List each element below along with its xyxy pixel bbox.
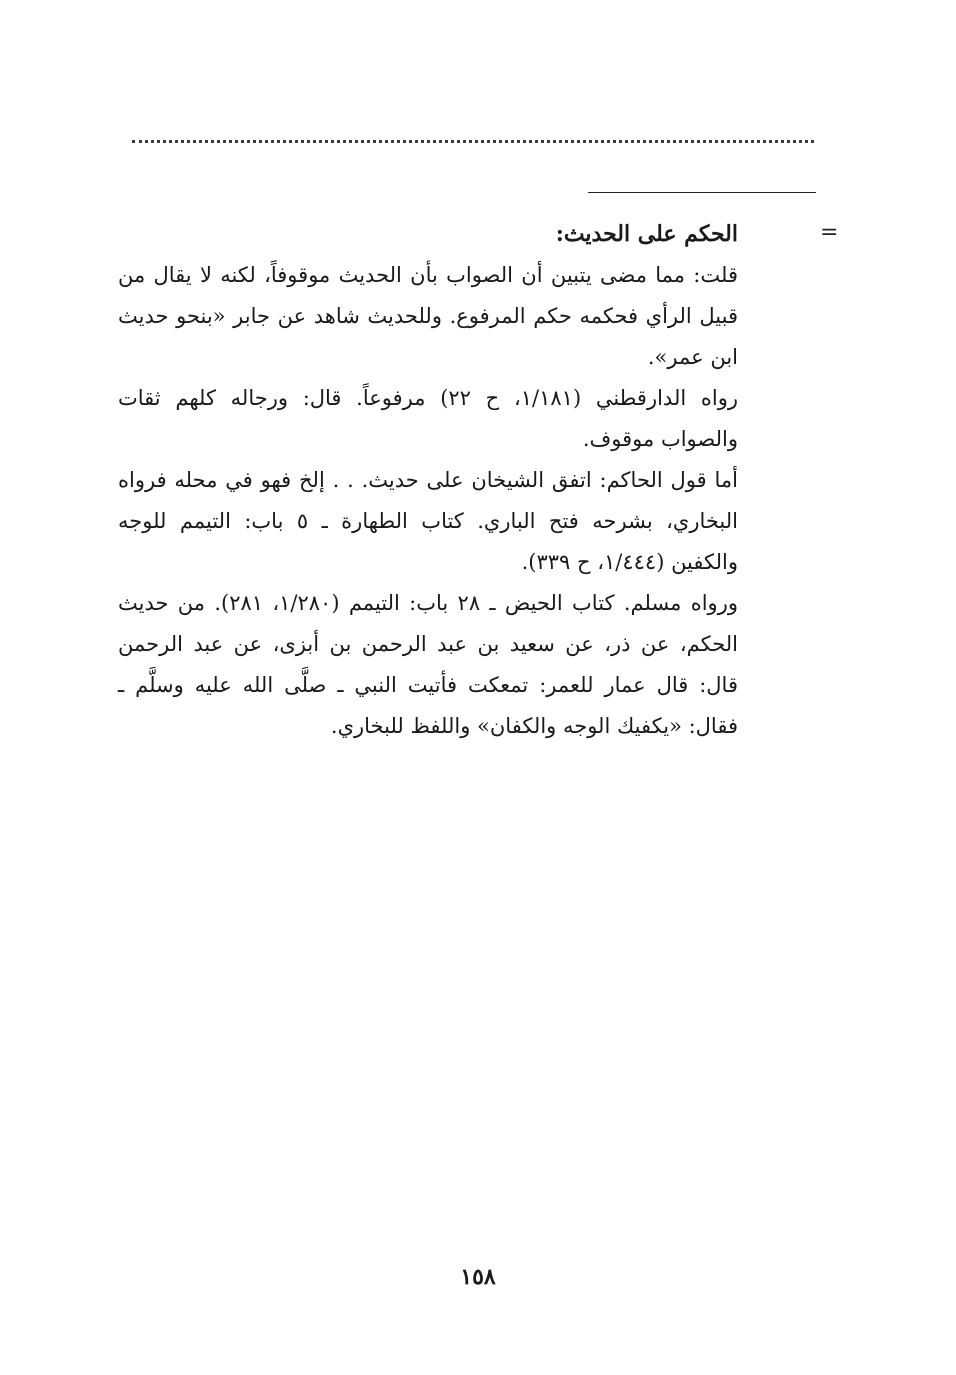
continuation-mark: = <box>820 220 839 245</box>
paragraph-daraqutni: رواه الدارقطني (١/١٨١، ح ٢٢) مرفوعاً. قال: ورجاله كلهم ثقات والصواب موقوف. <box>118 386 739 451</box>
paragraph-muslim: ورواه مسلم. كتاب الحيض ـ ٢٨ باب: التيمم (١/٢٨٠، ٢٨١). من حديث الحكم، عن ذر، عن سعيد بن عبد الرحمن بن أبزى، عن عبد الرحمن قال: قال عمار للعمر: تمعكت فأتيت النبي ـ صلَّى الله عليه وسلَّم ـ فقال: «يكفيك الوجه والكفان» واللفظ للبخاري. <box>118 591 738 738</box>
dotted-separator <box>132 140 814 143</box>
paragraph-opinion: قلت: مما مضى يتبين أن الصواب بأن الحديث موقوفاً، لكنه لا يقال من قبيل الرأي فحكمه حكم المرفوع. وللحديث شاهد عن جابر «بنحو حديث ابن عمر». <box>118 263 738 369</box>
footnote-rule <box>588 192 816 193</box>
section-heading: الحكم على الحديث: <box>555 221 738 247</box>
page-body <box>118 214 738 747</box>
paragraph-hakim: أما قول الحاكم: اتفق الشيخان على حديث. . . إلخ فهو في محله فرواه البخاري، بشرحه فتح الباري. كتاب الطهارة ـ ٥ باب: التيمم للوجه والكفين (١/٤٤٤، ح ٣٣٩). <box>118 468 738 574</box>
page-number: ١٥٨ <box>460 1264 496 1290</box>
